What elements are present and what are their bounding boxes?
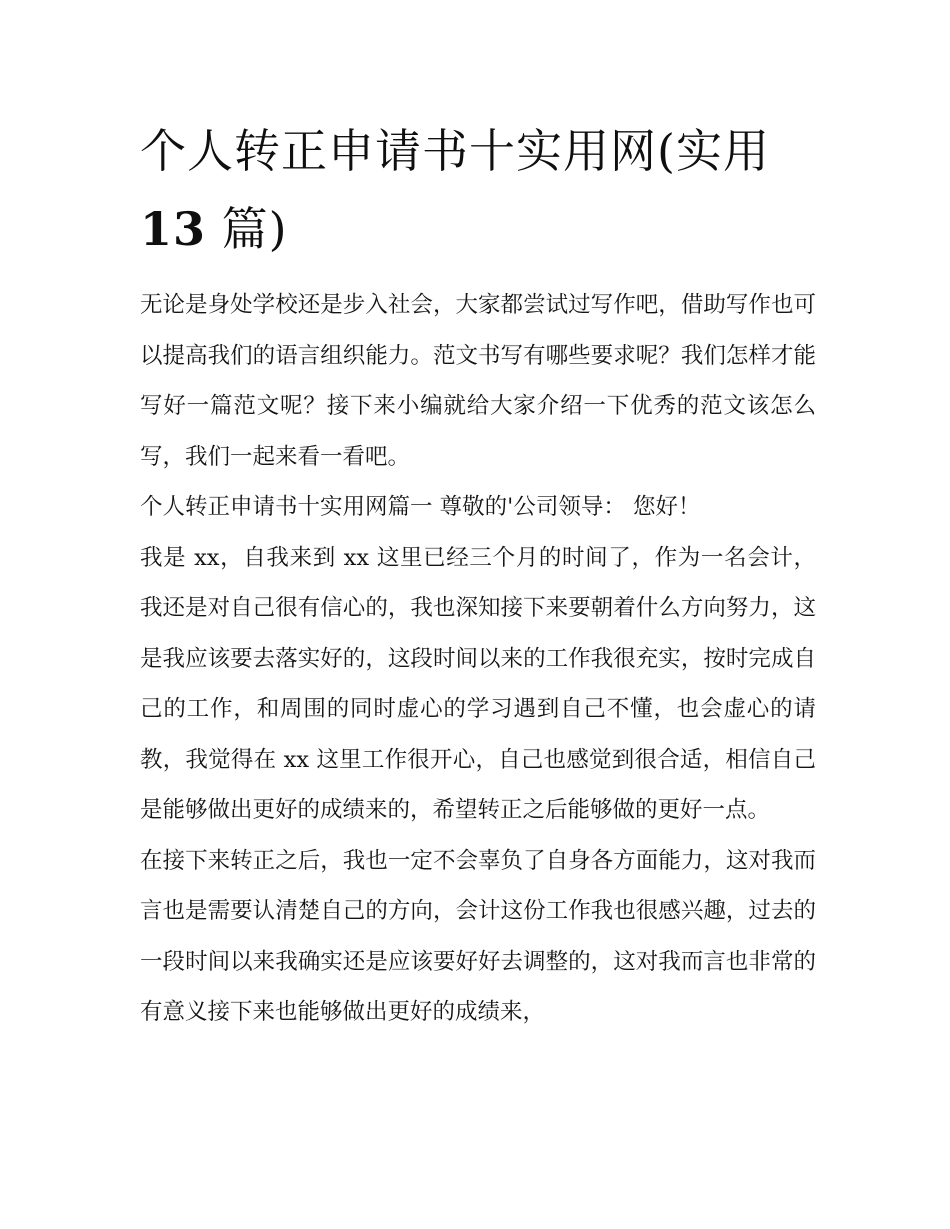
body-paragraph: 在接下来转正之后，我也一定不会辜负了自身各方面能力，这对我而言也是需要认清楚自己的方向，会计这份工作我也很感兴趣，过去的一段时间以来我确实还是应该要好好去调整的，这对我而言也非常的有意义接下来也能够做出更好的成绩来， [140, 847, 816, 1025]
title-line-1: 个人转正申请书十实用网(实用 [140, 124, 770, 178]
intro-paragraph: 无论是身处学校还是步入社会，大家都尝试过写作吧，借助写作也可以提高我们的语言组织能力。范文书写有哪些要求呢？我们怎样才能写好一篇范文呢？接下来小编就给大家介绍一下优秀的范文该怎么写，我们一起来看一看吧。 [140, 292, 816, 470]
body-paragraph: 我是 xx，自我来到 xx 这里已经三个月的时间了，作为一名会计，我还是对自己很有信心的，我也深知接下来要朝着什么方向努力，这是我应该要去落实好的，这段时间以来的工作我很充实，按时完成自己的工作，和周围的同时虚心的学习遇到自己不懂，也会虚心的请教，我觉得在 xx 这里工作很开心，自己也感觉到很合适，相信自己是能够做出更好的成绩来的，希望转正之后能够做的更好一点。 [140, 544, 816, 823]
section-heading-paragraph: 个人转正申请书十实用网篇一 尊敬的'公司领导： 您好！ [140, 494, 701, 520]
title-suffix: 篇) [206, 202, 288, 256]
document-body [140, 280, 816, 1038]
document-content [140, 112, 816, 1038]
document-title [140, 112, 816, 268]
title-count: 13 [140, 202, 207, 256]
